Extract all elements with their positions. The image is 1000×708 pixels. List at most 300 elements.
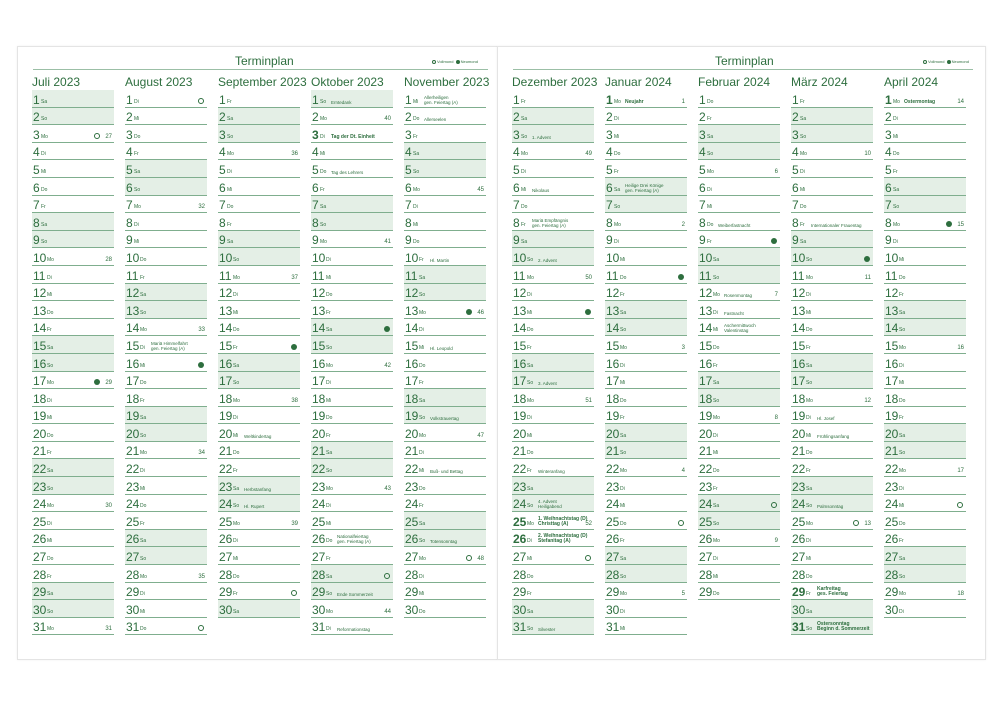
day-row[interactable] [218,565,300,583]
day-row[interactable] [125,618,207,636]
day-row[interactable] [32,319,114,337]
day-row[interactable] [125,389,207,407]
day-row[interactable] [791,319,873,337]
day-row[interactable] [698,108,780,126]
day-row[interactable] [884,477,966,495]
day-row[interactable] [311,477,393,495]
day-row[interactable] [311,213,393,231]
day-row[interactable] [791,547,873,565]
day-row[interactable] [125,407,207,425]
day-row[interactable] [698,530,780,548]
day-row[interactable] [218,319,300,337]
day-row[interactable] [404,90,486,108]
day-row[interactable] [311,319,393,337]
day-row[interactable] [32,424,114,442]
day-row[interactable] [512,266,594,284]
day-row[interactable] [791,618,873,636]
day-row[interactable] [884,424,966,442]
day-row[interactable] [605,284,687,302]
day-row[interactable] [791,178,873,196]
day-row[interactable] [404,354,486,372]
day-row[interactable] [512,372,594,390]
day-row[interactable] [218,336,300,354]
day-row[interactable] [32,618,114,636]
day-row[interactable] [125,512,207,530]
day-row[interactable] [698,459,780,477]
day-row[interactable] [218,231,300,249]
day-row[interactable] [512,530,594,548]
day-row[interactable] [311,354,393,372]
day-row[interactable] [218,354,300,372]
day-row[interactable] [791,301,873,319]
day-row[interactable] [404,336,486,354]
day-row[interactable] [884,90,966,108]
day-row[interactable] [218,301,300,319]
day-row[interactable] [125,213,207,231]
day-row[interactable] [311,495,393,513]
day-row[interactable] [404,319,486,337]
day-row[interactable] [884,196,966,214]
day-row[interactable] [32,143,114,161]
day-row[interactable] [791,213,873,231]
day-row[interactable] [311,248,393,266]
day-row[interactable] [218,442,300,460]
day-row[interactable] [32,530,114,548]
day-row[interactable] [605,231,687,249]
day-row[interactable] [605,160,687,178]
day-row[interactable] [791,108,873,126]
day-row[interactable] [125,547,207,565]
day-row[interactable] [218,90,300,108]
day-row[interactable] [32,301,114,319]
day-row[interactable] [791,459,873,477]
day-row[interactable] [218,196,300,214]
day-row[interactable] [311,442,393,460]
day-row[interactable] [884,160,966,178]
day-row[interactable] [32,196,114,214]
day-row[interactable] [311,266,393,284]
day-row[interactable] [605,600,687,618]
day-row[interactable] [404,407,486,425]
day-row[interactable] [791,143,873,161]
day-row[interactable] [698,160,780,178]
day-row[interactable] [512,495,594,513]
day-row[interactable] [605,407,687,425]
day-row[interactable] [32,372,114,390]
day-row[interactable] [512,160,594,178]
day-row[interactable] [218,547,300,565]
day-row[interactable] [698,407,780,425]
day-row[interactable] [311,231,393,249]
day-row[interactable] [791,125,873,143]
day-row[interactable] [218,389,300,407]
day-row[interactable] [404,284,486,302]
day-row[interactable] [698,547,780,565]
day-row[interactable] [605,336,687,354]
day-row[interactable] [884,407,966,425]
day-row[interactable] [218,407,300,425]
day-row[interactable] [605,459,687,477]
day-row[interactable] [605,90,687,108]
day-row[interactable] [512,178,594,196]
day-row[interactable] [512,336,594,354]
day-row[interactable] [125,196,207,214]
day-row[interactable] [791,477,873,495]
day-row[interactable] [512,477,594,495]
day-row[interactable] [512,248,594,266]
day-row[interactable] [32,442,114,460]
day-row[interactable] [512,143,594,161]
day-row[interactable] [791,160,873,178]
day-row[interactable] [311,160,393,178]
day-row[interactable] [311,583,393,601]
day-row[interactable] [884,530,966,548]
day-row[interactable] [404,389,486,407]
day-row[interactable] [32,213,114,231]
day-row[interactable] [884,372,966,390]
day-row[interactable] [404,583,486,601]
day-row[interactable] [311,301,393,319]
day-row[interactable] [311,600,393,618]
day-row[interactable] [884,143,966,161]
day-row[interactable] [404,178,486,196]
day-row[interactable] [311,336,393,354]
day-row[interactable] [512,354,594,372]
day-row[interactable] [605,565,687,583]
day-row[interactable] [791,530,873,548]
day-row[interactable] [311,125,393,143]
day-row[interactable] [512,319,594,337]
day-row[interactable] [512,213,594,231]
day-row[interactable] [698,424,780,442]
day-row[interactable] [125,125,207,143]
day-row[interactable] [32,600,114,618]
day-row[interactable] [605,301,687,319]
day-row[interactable] [218,600,300,618]
day-row[interactable] [605,213,687,231]
day-row[interactable] [605,583,687,601]
day-row[interactable] [218,284,300,302]
day-row[interactable] [791,424,873,442]
day-row[interactable] [125,90,207,108]
day-row[interactable] [404,530,486,548]
day-row[interactable] [125,477,207,495]
day-row[interactable] [218,213,300,231]
day-row[interactable] [512,547,594,565]
day-row[interactable] [125,231,207,249]
day-row[interactable] [605,266,687,284]
day-row[interactable] [884,248,966,266]
day-row[interactable] [32,459,114,477]
day-row[interactable] [605,248,687,266]
day-row[interactable] [698,495,780,513]
day-row[interactable] [404,248,486,266]
day-row[interactable] [791,266,873,284]
day-row[interactable] [125,143,207,161]
day-row[interactable] [125,319,207,337]
day-row[interactable] [698,125,780,143]
day-row[interactable] [218,372,300,390]
day-row[interactable] [605,477,687,495]
day-row[interactable] [311,372,393,390]
day-row[interactable] [512,565,594,583]
day-row[interactable] [791,90,873,108]
day-row[interactable] [218,160,300,178]
day-row[interactable] [404,213,486,231]
day-row[interactable] [605,442,687,460]
day-row[interactable] [791,565,873,583]
day-row[interactable] [884,495,966,513]
day-row[interactable] [218,125,300,143]
day-row[interactable] [32,477,114,495]
day-row[interactable] [698,248,780,266]
day-row[interactable] [311,565,393,583]
day-row[interactable] [605,178,687,196]
day-row[interactable] [884,354,966,372]
day-row[interactable] [884,178,966,196]
day-row[interactable] [512,301,594,319]
day-row[interactable] [884,512,966,530]
day-row[interactable] [698,231,780,249]
day-row[interactable] [512,424,594,442]
day-row[interactable] [512,284,594,302]
day-row[interactable] [125,248,207,266]
day-row[interactable] [125,424,207,442]
day-row[interactable] [125,284,207,302]
day-row[interactable] [404,424,486,442]
day-row[interactable] [311,196,393,214]
day-row[interactable] [698,266,780,284]
day-row[interactable] [698,301,780,319]
day-row[interactable] [884,565,966,583]
day-row[interactable] [311,108,393,126]
day-row[interactable] [32,266,114,284]
day-row[interactable] [125,354,207,372]
day-row[interactable] [218,495,300,513]
day-row[interactable] [404,143,486,161]
day-row[interactable] [605,530,687,548]
day-row[interactable] [884,301,966,319]
day-row[interactable] [884,547,966,565]
day-row[interactable] [311,284,393,302]
day-row[interactable] [218,459,300,477]
day-row[interactable] [125,495,207,513]
day-row[interactable] [698,319,780,337]
day-row[interactable] [698,90,780,108]
day-row[interactable] [404,547,486,565]
day-row[interactable] [218,530,300,548]
day-row[interactable] [512,108,594,126]
day-row[interactable] [404,301,486,319]
day-row[interactable] [125,530,207,548]
day-row[interactable] [218,512,300,530]
day-row[interactable] [698,143,780,161]
day-row[interactable] [512,459,594,477]
day-row[interactable] [32,336,114,354]
day-row[interactable] [512,618,594,636]
day-row[interactable] [884,583,966,601]
day-row[interactable] [125,160,207,178]
day-row[interactable] [512,407,594,425]
day-row[interactable] [218,248,300,266]
day-row[interactable] [884,108,966,126]
day-row[interactable] [218,583,300,601]
day-row[interactable] [698,284,780,302]
day-row[interactable] [125,266,207,284]
day-row[interactable] [698,477,780,495]
day-row[interactable] [605,196,687,214]
day-row[interactable] [791,372,873,390]
day-row[interactable] [791,248,873,266]
day-row[interactable] [512,389,594,407]
day-row[interactable] [512,512,594,530]
day-row[interactable] [404,108,486,126]
day-row[interactable] [404,266,486,284]
day-row[interactable] [32,583,114,601]
day-row[interactable] [218,477,300,495]
day-row[interactable] [698,442,780,460]
day-row[interactable] [125,459,207,477]
day-row[interactable] [125,301,207,319]
day-row[interactable] [791,336,873,354]
day-row[interactable] [218,108,300,126]
day-row[interactable] [311,178,393,196]
day-row[interactable] [884,389,966,407]
day-row[interactable] [512,90,594,108]
day-row[interactable] [791,284,873,302]
day-row[interactable] [404,512,486,530]
day-row[interactable] [512,125,594,143]
day-row[interactable] [884,125,966,143]
day-row[interactable] [791,600,873,618]
day-row[interactable] [218,143,300,161]
day-row[interactable] [32,389,114,407]
day-row[interactable] [791,583,873,601]
day-row[interactable] [311,143,393,161]
day-row[interactable] [605,424,687,442]
day-row[interactable] [884,231,966,249]
day-row[interactable] [698,389,780,407]
day-row[interactable] [698,565,780,583]
day-row[interactable] [884,266,966,284]
day-row[interactable] [791,442,873,460]
day-row[interactable] [512,600,594,618]
day-row[interactable] [404,600,486,618]
day-row[interactable] [311,90,393,108]
day-row[interactable] [125,565,207,583]
day-row[interactable] [218,266,300,284]
day-row[interactable] [605,108,687,126]
day-row[interactable] [512,196,594,214]
day-row[interactable] [605,495,687,513]
day-row[interactable] [605,125,687,143]
day-row[interactable] [884,442,966,460]
day-row[interactable] [404,125,486,143]
day-row[interactable] [791,495,873,513]
day-row[interactable] [311,618,393,636]
day-row[interactable] [605,372,687,390]
day-row[interactable] [698,196,780,214]
day-row[interactable] [605,389,687,407]
day-row[interactable] [404,160,486,178]
day-row[interactable] [791,389,873,407]
day-row[interactable] [125,600,207,618]
day-row[interactable] [404,231,486,249]
day-row[interactable] [512,231,594,249]
day-row[interactable] [32,125,114,143]
day-row[interactable] [404,495,486,513]
day-row[interactable] [512,442,594,460]
day-row[interactable] [791,512,873,530]
day-row[interactable] [884,213,966,231]
day-row[interactable] [311,459,393,477]
day-row[interactable] [404,459,486,477]
day-row[interactable] [32,354,114,372]
day-row[interactable] [32,248,114,266]
day-row[interactable] [311,530,393,548]
day-row[interactable] [791,231,873,249]
day-row[interactable] [791,354,873,372]
day-row[interactable] [884,336,966,354]
day-row[interactable] [32,495,114,513]
day-row[interactable] [698,372,780,390]
day-row[interactable] [605,143,687,161]
day-row[interactable] [605,618,687,636]
day-row[interactable] [404,442,486,460]
day-row[interactable] [698,336,780,354]
day-row[interactable] [311,389,393,407]
day-row[interactable] [404,196,486,214]
day-row[interactable] [698,213,780,231]
day-row[interactable] [218,424,300,442]
day-row[interactable] [404,565,486,583]
day-row[interactable] [32,178,114,196]
day-row[interactable] [311,407,393,425]
day-row[interactable] [791,407,873,425]
day-row[interactable] [32,231,114,249]
day-row[interactable] [32,512,114,530]
day-row[interactable] [218,178,300,196]
day-row[interactable] [512,583,594,601]
day-row[interactable] [884,284,966,302]
day-row[interactable] [125,583,207,601]
day-row[interactable] [884,319,966,337]
day-row[interactable] [791,196,873,214]
day-row[interactable] [311,512,393,530]
day-row[interactable] [125,108,207,126]
day-row[interactable] [698,512,780,530]
day-row[interactable] [884,459,966,477]
day-row[interactable] [605,319,687,337]
day-row[interactable] [698,583,780,601]
day-row[interactable] [125,372,207,390]
day-row[interactable] [125,442,207,460]
day-row[interactable] [311,424,393,442]
day-row[interactable] [605,354,687,372]
day-row[interactable] [32,284,114,302]
day-row[interactable] [698,354,780,372]
day-row[interactable] [32,160,114,178]
day-row[interactable] [32,108,114,126]
day-row[interactable] [404,477,486,495]
day-row[interactable] [32,407,114,425]
day-row[interactable] [32,90,114,108]
day-row[interactable] [605,547,687,565]
day-row[interactable] [125,178,207,196]
day-row[interactable] [32,547,114,565]
day-row[interactable] [32,565,114,583]
day-row[interactable] [404,372,486,390]
